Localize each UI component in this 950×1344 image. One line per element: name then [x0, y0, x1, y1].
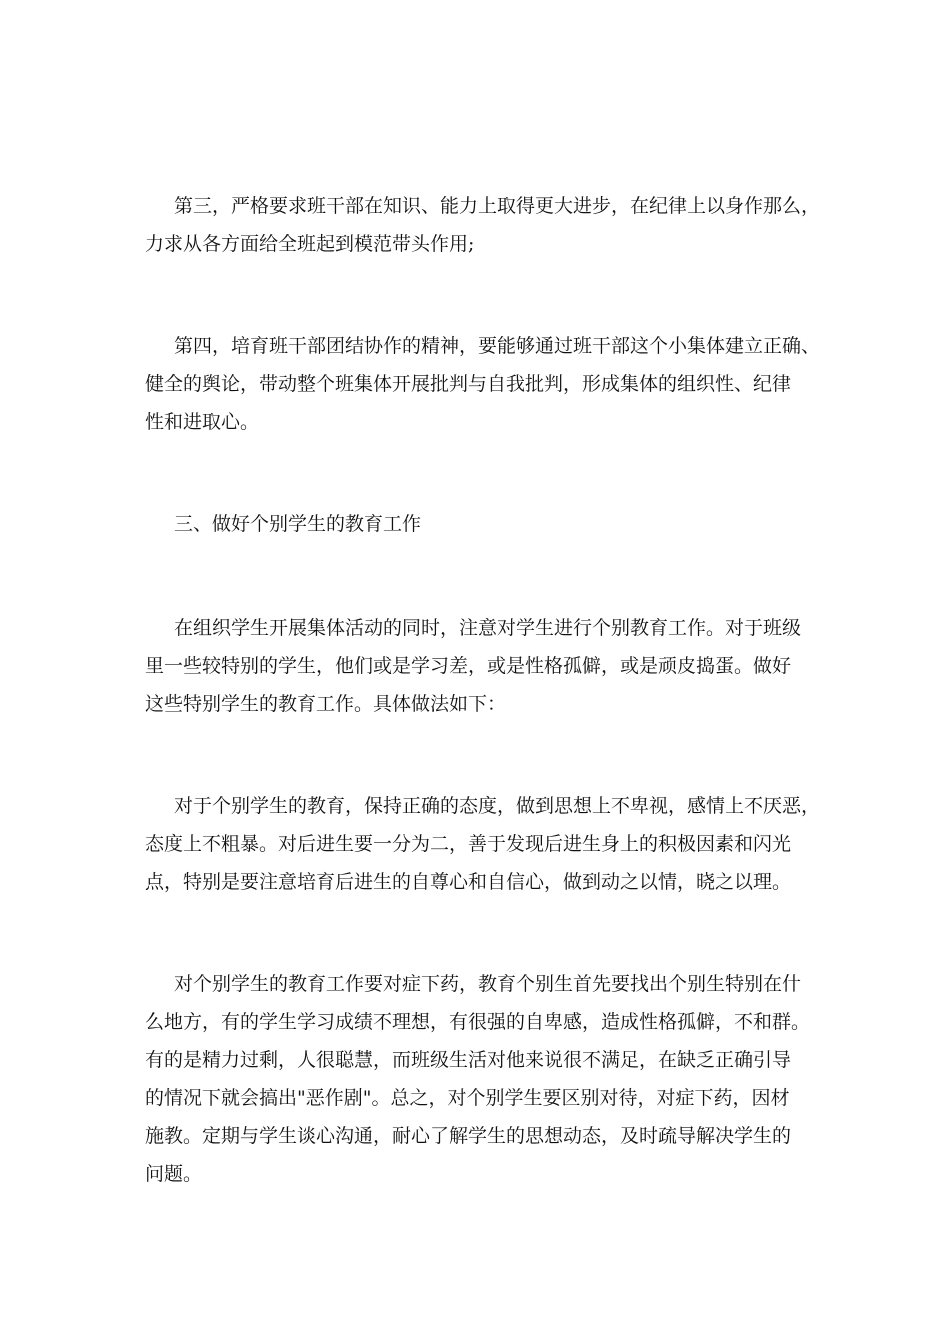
paragraph-attitude [145, 787, 845, 901]
text-line: 里一些较特别的学生，他们或是学习差，或是性格孤僻，或是顽皮捣蛋。做好 [145, 655, 792, 677]
text-line: 么地方，有的学生学习成绩不理想，有很强的自卑感，造成性格孤僻，不和群。 [145, 1011, 811, 1033]
text-line: 态度上不粗暴。对后进生要一分为二，善于发现后进生身上的积极因素和闪光 [145, 833, 792, 855]
paragraph-targeted-education [145, 965, 845, 1193]
text-line: 第三，严格要求班干部在知识、能力上取得更大进步，在纪律上以身作那么， [174, 195, 821, 217]
text-line: 性和进取心。 [145, 411, 260, 433]
text-line: 对于个别学生的教育，保持正确的态度，做到思想上不卑视，感情上不厌恶， [174, 795, 821, 817]
paragraph-third-point [145, 187, 845, 263]
text-line: 第四，培育班干部团结协作的精神，要能够通过班干部这个小集体建立正确、 [174, 335, 821, 357]
text-line: 在组织学生开展集体活动的同时，注意对学生进行个别教育工作。对于班级 [174, 617, 802, 639]
paragraph-individual-intro [145, 609, 845, 723]
text-line: 有的是精力过剩，人很聪慧，而班级生活对他来说很不满足，在缺乏正确引导 [145, 1049, 792, 1071]
text-line: 这些特别学生的教育工作。具体做法如下： [145, 693, 507, 715]
section-heading [145, 505, 845, 543]
text-line: 健全的舆论，带动整个班集体开展批判与自我批判，形成集体的组织性、纪律 [145, 373, 792, 395]
text-line: 问题。 [145, 1163, 203, 1185]
text-line: 点，特别是要注意培育后进生的自尊心和自信心，做到动之以情，晓之以理。 [145, 871, 792, 893]
heading-line: 三、做好个别学生的教育工作 [174, 513, 422, 535]
paragraph-fourth-point [145, 327, 845, 441]
text-line: 施教。定期与学生谈心沟通，耐心了解学生的思想动态，及时疏导解决学生的 [145, 1125, 792, 1147]
text-line: 力求从各方面给全班起到模范带头作用; [145, 233, 475, 255]
text-line: 的情况下就会搞出"恶作剧"。总之，对个别学生要区别对待，对症下药，因材 [145, 1087, 790, 1109]
text-line: 对个别学生的教育工作要对症下药，教育个别生首先要找出个别生特别在什 [174, 973, 802, 995]
